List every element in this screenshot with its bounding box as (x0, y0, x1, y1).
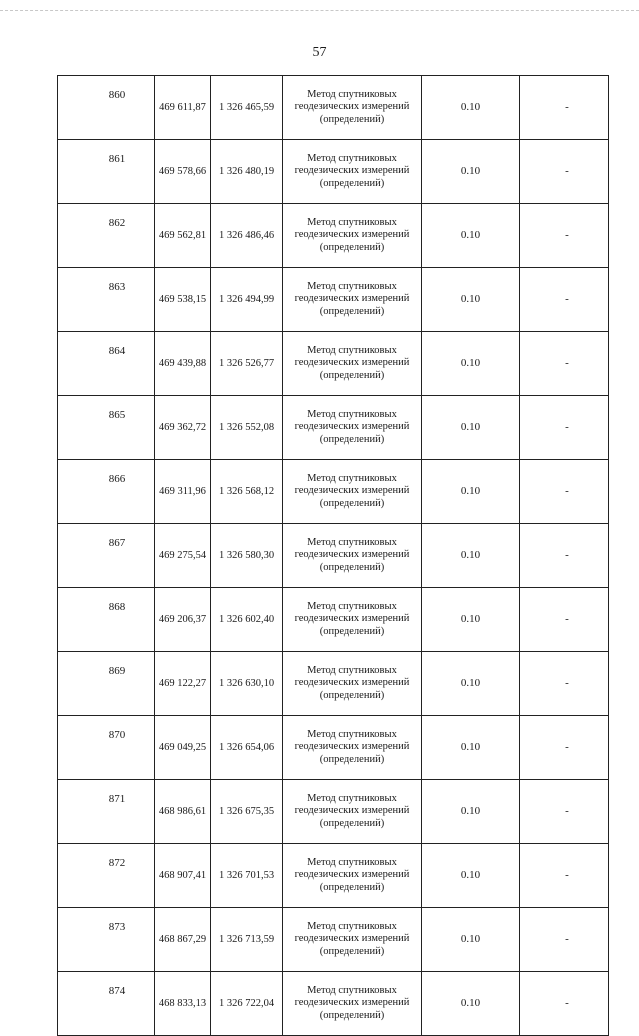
description-cell: - (520, 268, 609, 332)
page-number: 57 (312, 45, 327, 60)
point-number-cell: 870 (58, 716, 155, 780)
description-cell: - (520, 908, 609, 972)
description-cell: - (520, 844, 609, 908)
y-coordinate-cell: 1 326 722,04 (211, 972, 283, 1036)
x-coordinate-cell: 469 439,88 (155, 332, 211, 396)
x-coordinate-cell: 469 311,96 (155, 460, 211, 524)
y-coordinate-cell: 1 326 568,12 (211, 460, 283, 524)
point-number-cell: 874 (58, 972, 155, 1036)
method-cell: Метод спутниковых геодезических измерений (определений) (283, 844, 422, 908)
description-cell: - (520, 972, 609, 1036)
accuracy-cell: 0.10 (422, 268, 520, 332)
y-coordinate-cell: 1 326 526,77 (211, 332, 283, 396)
table-row (58, 140, 609, 204)
method-cell: Метод спутниковых геодезических измерений (определений) (283, 204, 422, 268)
description-cell: - (520, 652, 609, 716)
table-row (58, 524, 609, 588)
y-coordinate-cell: 1 326 713,59 (211, 908, 283, 972)
table-row (58, 780, 609, 844)
accuracy-cell: 0.10 (422, 844, 520, 908)
table-row (58, 268, 609, 332)
point-number-cell: 871 (58, 780, 155, 844)
table-row (58, 716, 609, 780)
description-cell: - (520, 716, 609, 780)
method-cell: Метод спутниковых геодезических измерений (определений) (283, 780, 422, 844)
accuracy-cell: 0.10 (422, 76, 520, 140)
point-number-cell: 860 (58, 76, 155, 140)
description-cell: - (520, 780, 609, 844)
x-coordinate-cell: 469 049,25 (155, 716, 211, 780)
description-cell: - (520, 588, 609, 652)
accuracy-cell: 0.10 (422, 460, 520, 524)
x-coordinate-cell: 468 833,13 (155, 972, 211, 1036)
accuracy-cell: 0.10 (422, 140, 520, 204)
table-body (58, 76, 609, 1036)
table-row (58, 332, 609, 396)
description-cell: - (520, 76, 609, 140)
accuracy-cell: 0.10 (422, 396, 520, 460)
x-coordinate-cell: 469 578,66 (155, 140, 211, 204)
method-cell: Метод спутниковых геодезических измерений (определений) (283, 396, 422, 460)
point-number-cell: 873 (58, 908, 155, 972)
y-coordinate-cell: 1 326 465,59 (211, 76, 283, 140)
y-coordinate-cell: 1 326 630,10 (211, 652, 283, 716)
x-coordinate-cell: 469 122,27 (155, 652, 211, 716)
coordinates-table (57, 75, 609, 1036)
y-coordinate-cell: 1 326 654,06 (211, 716, 283, 780)
y-coordinate-cell: 1 326 486,46 (211, 204, 283, 268)
point-number-cell: 865 (58, 396, 155, 460)
accuracy-cell: 0.10 (422, 204, 520, 268)
point-number-cell: 872 (58, 844, 155, 908)
x-coordinate-cell: 469 538,15 (155, 268, 211, 332)
point-number-cell: 863 (58, 268, 155, 332)
x-coordinate-cell: 468 986,61 (155, 780, 211, 844)
point-number-cell: 867 (58, 524, 155, 588)
x-coordinate-cell: 469 275,54 (155, 524, 211, 588)
accuracy-cell: 0.10 (422, 780, 520, 844)
y-coordinate-cell: 1 326 701,53 (211, 844, 283, 908)
point-number-cell: 861 (58, 140, 155, 204)
method-cell: Метод спутниковых геодезических измерений (определений) (283, 268, 422, 332)
method-cell: Метод спутниковых геодезических измерений (определений) (283, 972, 422, 1036)
y-coordinate-cell: 1 326 552,08 (211, 396, 283, 460)
y-coordinate-cell: 1 326 675,35 (211, 780, 283, 844)
y-coordinate-cell: 1 326 580,30 (211, 524, 283, 588)
point-number-cell: 864 (58, 332, 155, 396)
y-coordinate-cell: 1 326 480,19 (211, 140, 283, 204)
table-row (58, 588, 609, 652)
description-cell: - (520, 204, 609, 268)
description-cell: - (520, 332, 609, 396)
accuracy-cell: 0.10 (422, 588, 520, 652)
method-cell: Метод спутниковых геодезических измерений (определений) (283, 460, 422, 524)
point-number-cell: 862 (58, 204, 155, 268)
description-cell: - (520, 524, 609, 588)
table-row (58, 652, 609, 716)
method-cell: Метод спутниковых геодезических измерений (определений) (283, 140, 422, 204)
method-cell: Метод спутниковых геодезических измерений (определений) (283, 332, 422, 396)
accuracy-cell: 0.10 (422, 908, 520, 972)
table-row (58, 844, 609, 908)
x-coordinate-cell: 468 907,41 (155, 844, 211, 908)
x-coordinate-cell: 469 611,87 (155, 76, 211, 140)
method-cell: Метод спутниковых геодезических измерений (определений) (283, 588, 422, 652)
table-row (58, 204, 609, 268)
point-number-cell: 868 (58, 588, 155, 652)
method-cell: Метод спутниковых геодезических измерений (определений) (283, 524, 422, 588)
method-cell: Метод спутниковых геодезических измерений (определений) (283, 652, 422, 716)
description-cell: - (520, 140, 609, 204)
accuracy-cell: 0.10 (422, 716, 520, 780)
table-row (58, 460, 609, 524)
point-number-cell: 869 (58, 652, 155, 716)
top-divider (0, 10, 639, 11)
x-coordinate-cell: 469 562,81 (155, 204, 211, 268)
method-cell: Метод спутниковых геодезических измерений (определений) (283, 716, 422, 780)
y-coordinate-cell: 1 326 494,99 (211, 268, 283, 332)
description-cell: - (520, 396, 609, 460)
table-row (58, 76, 609, 140)
method-cell: Метод спутниковых геодезических измерений (определений) (283, 76, 422, 140)
y-coordinate-cell: 1 326 602,40 (211, 588, 283, 652)
x-coordinate-cell: 468 867,29 (155, 908, 211, 972)
table-row (58, 396, 609, 460)
point-number-cell: 866 (58, 460, 155, 524)
x-coordinate-cell: 469 362,72 (155, 396, 211, 460)
accuracy-cell: 0.10 (422, 972, 520, 1036)
table-row (58, 908, 609, 972)
description-cell: - (520, 460, 609, 524)
x-coordinate-cell: 469 206,37 (155, 588, 211, 652)
accuracy-cell: 0.10 (422, 332, 520, 396)
method-cell: Метод спутниковых геодезических измерений (определений) (283, 908, 422, 972)
accuracy-cell: 0.10 (422, 524, 520, 588)
table-row (58, 972, 609, 1036)
accuracy-cell: 0.10 (422, 652, 520, 716)
